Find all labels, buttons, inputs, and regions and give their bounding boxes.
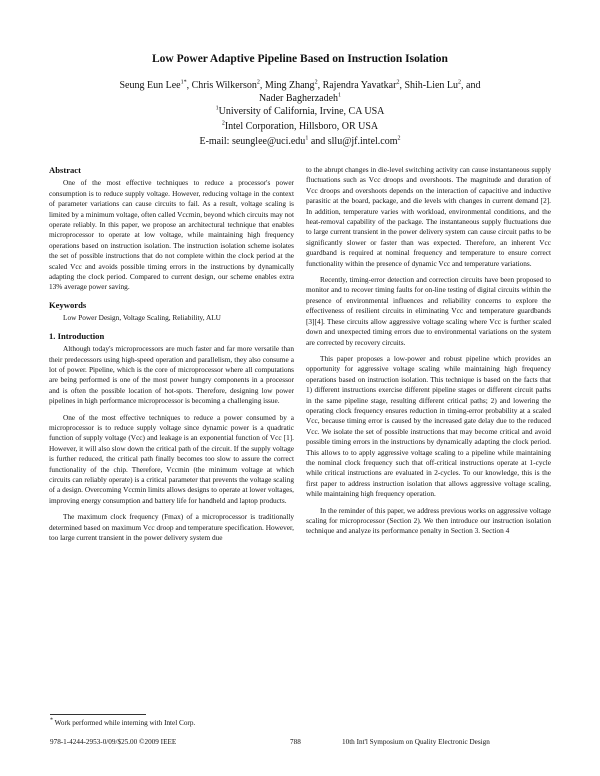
author-name: , Ming Zhang (259, 80, 315, 91)
author-sup: 2 (396, 79, 400, 86)
affiliation-2: $^2$Intel Corporation, Hillsboro, OR USA (221, 120, 379, 132)
footnote: * Work performed while interning with Intel Corp. (50, 717, 196, 727)
author-sup: 2 (256, 79, 260, 86)
right-paragraph-3: In the reminder of this paper, we address previous works on aggressive voltage scaling for microprocessor (Section 2). We then introduce our instruction isolation technique and analyze its performance penalty in Section 3. Section 4 (306, 505, 551, 536)
author-list (60, 79, 540, 106)
right-paragraph-1: Recently, timing-error detection and correction circuits have been proposed to monitor and to recover timing faults for on-line testing of digital circuits within the presence of environmental influences and reliability concerns to explore the effectiveness of resilient circuits in eliminating Vcc and temperature guardbands [3][4]. These circuits allow aggressive voltage scaling where Vcc is further scaled down and unexpected timing errors due to environmental variations on the system are corrected by recovery circuits. (306, 275, 551, 347)
keywords-heading: Keywords (49, 299, 87, 310)
affiliation-1: $^1$University of California, Irvine, CA USA (215, 105, 385, 117)
author-name: Nader Bagherzadeh (258, 93, 339, 105)
right-paragraph-2: This paper proposes a low-power and robust pipeline which provides an opportunity for aggressive voltage scaling while maintaining high frequency operations based on instruction isolation. This technique is based on the facts that 1) different instructions exercise different pipeline stages or different circuit paths in the same pipeline stage, resulting different critical paths; 2) and lowering the operating clock frequency ensures reduction in timing-error probability at a scaled Vcc, because timing error is caused by the increased gate delay due to the reduced Vcc. We isolate the set of possible instructions that may become critical and avoid possible timing errors in the instructions by dynamically adapting the clock period. This allows to to apply aggressive voltage scaling to a pipeline while maintaining the nominal clock frequency such that off-critical instructions operate at 1-cycle while critical instructions are evaluated in 2-cycles. To our knowledge, this is the first paper to address instruction isolation that allows aggressive voltage scaling, while maintaining high frequency operation. (306, 353, 551, 499)
author-line-1 (60, 79, 540, 92)
abstract-text: One of the most effective techniques to reduce a processor's power consumption is to reduce supply voltage. However, reducing voltage in the context of parameter variations can cause circuits to fail. As a result, voltage scaling is limited by a minimum voltage, often called Vccmin, beyond which circuits may not operate reliably. In this paper, we propose an architectural technique that enables microprocessor to operate at low voltage, while maintaining high frequency operations based on instruction isolation. The instruction isolation scheme isolates the set of possible instructions that do not complete within the clock period at the scaled Vcc and avoids possible timing errors in the instructions by dynamically adapting the clock period. Compared to current design, our scheme enables extra 13% average power saving. (49, 178, 294, 292)
author-name: , Chris Wilkerson (186, 80, 257, 91)
author-sup: 2 (314, 79, 318, 86)
paper-title: Low Power Adaptive Pipeline Based on Instruction Isolation (152, 53, 448, 65)
author-name: , Rajendra Yavatkar (317, 80, 397, 91)
abstract-heading: Abstract (49, 165, 81, 175)
intro-paragraph-3: The maximum clock frequency (Fmax) of a microprocessor is traditionally determined based on maximum Vcc droop and temperature specification. However, too large current transient in the power delivery system due (49, 512, 294, 542)
author-sup: 1 (338, 93, 342, 100)
left-column (49, 165, 294, 543)
keywords-text: Low Power Design, Voltage Scaling, Reliability, ALU (63, 313, 221, 323)
page-number: 788 (290, 738, 301, 746)
intro-paragraph-1: Although today's microprocessors are much faster and far more versatile than their predecessors using high-speed operation and parallelism, they also consume a lot of power. Pipeline, which is the core of microprocessor where all computations are being performed is one of the most power hungry components in a processor and is often the possible location of hot-spots. Therefore, designing low power pipelines in high performance microprocessor is becoming a challenging issue. (49, 344, 294, 406)
intro-paragraph-2: One of the most effective techniques to reduce a power consumed by a microprocessor is to reduce supply voltage since dynamic power is a quadratic function of supply voltage (Vcc) and leakage is an exponential function of Vcc [1]. However, it will also slow down the critical path of the circuit. If the supply voltage is further reduced, the critical path finally becomes too slow to assure the correct functionality of the chip. Therefore, Vccmin (the minimum voltage at which circuits can reliably operate) is a critical parameter that prevents the voltage scaling of a design. Overcoming Vccmin limits allows designs to operate at lower voltages, improving energy consumption and battery life for handheld and laptop products. (49, 412, 294, 505)
author-sup: 1* (180, 79, 187, 86)
author-name: Seung Eun Lee (119, 80, 181, 91)
right-paragraph-0: to the abrupt changes in die-level switching activity can cause instantaneous supply fluctuations such as Vcc droops and overshoots. The magnitude and duration of Vcc droops and overshoots depends on the interaction of capacitive and inductive parasitic at the board, package, and die levels with changes in current demand [2]. In addition, temperature varies with workload, environmental conditions, and the heat-removal capability of the package. The instantaneous supply fluctuations due to large current transient in the power delivery system can cause circuit paths to be significantly slower or faster than was expected. Therefore, an inherent Vcc guardband is required at nominal frequency and temperature to ensure correct functionality within the presence of dynamic Vcc and temperature variations. (306, 165, 551, 268)
author-sup: 2 (458, 79, 462, 86)
email-line: E-mail: seunglee@uci.edu$^1$ and sllu@jf.intel.com$^2$ (199, 135, 401, 147)
footnote-rule (50, 714, 146, 715)
author-line-2 (60, 92, 540, 105)
footer-copyright: 978-1-4244-2953-0/09/$25.00 ©2009 IEEE (50, 738, 177, 746)
author-name: , Shih-Lien Lu (399, 80, 459, 91)
author-name: , and (461, 80, 481, 91)
intro-heading: 1. Introduction (49, 330, 105, 341)
right-column (306, 165, 551, 537)
footer-venue: 10th Int'l Symposium on Quality Electronic Design (342, 738, 490, 746)
